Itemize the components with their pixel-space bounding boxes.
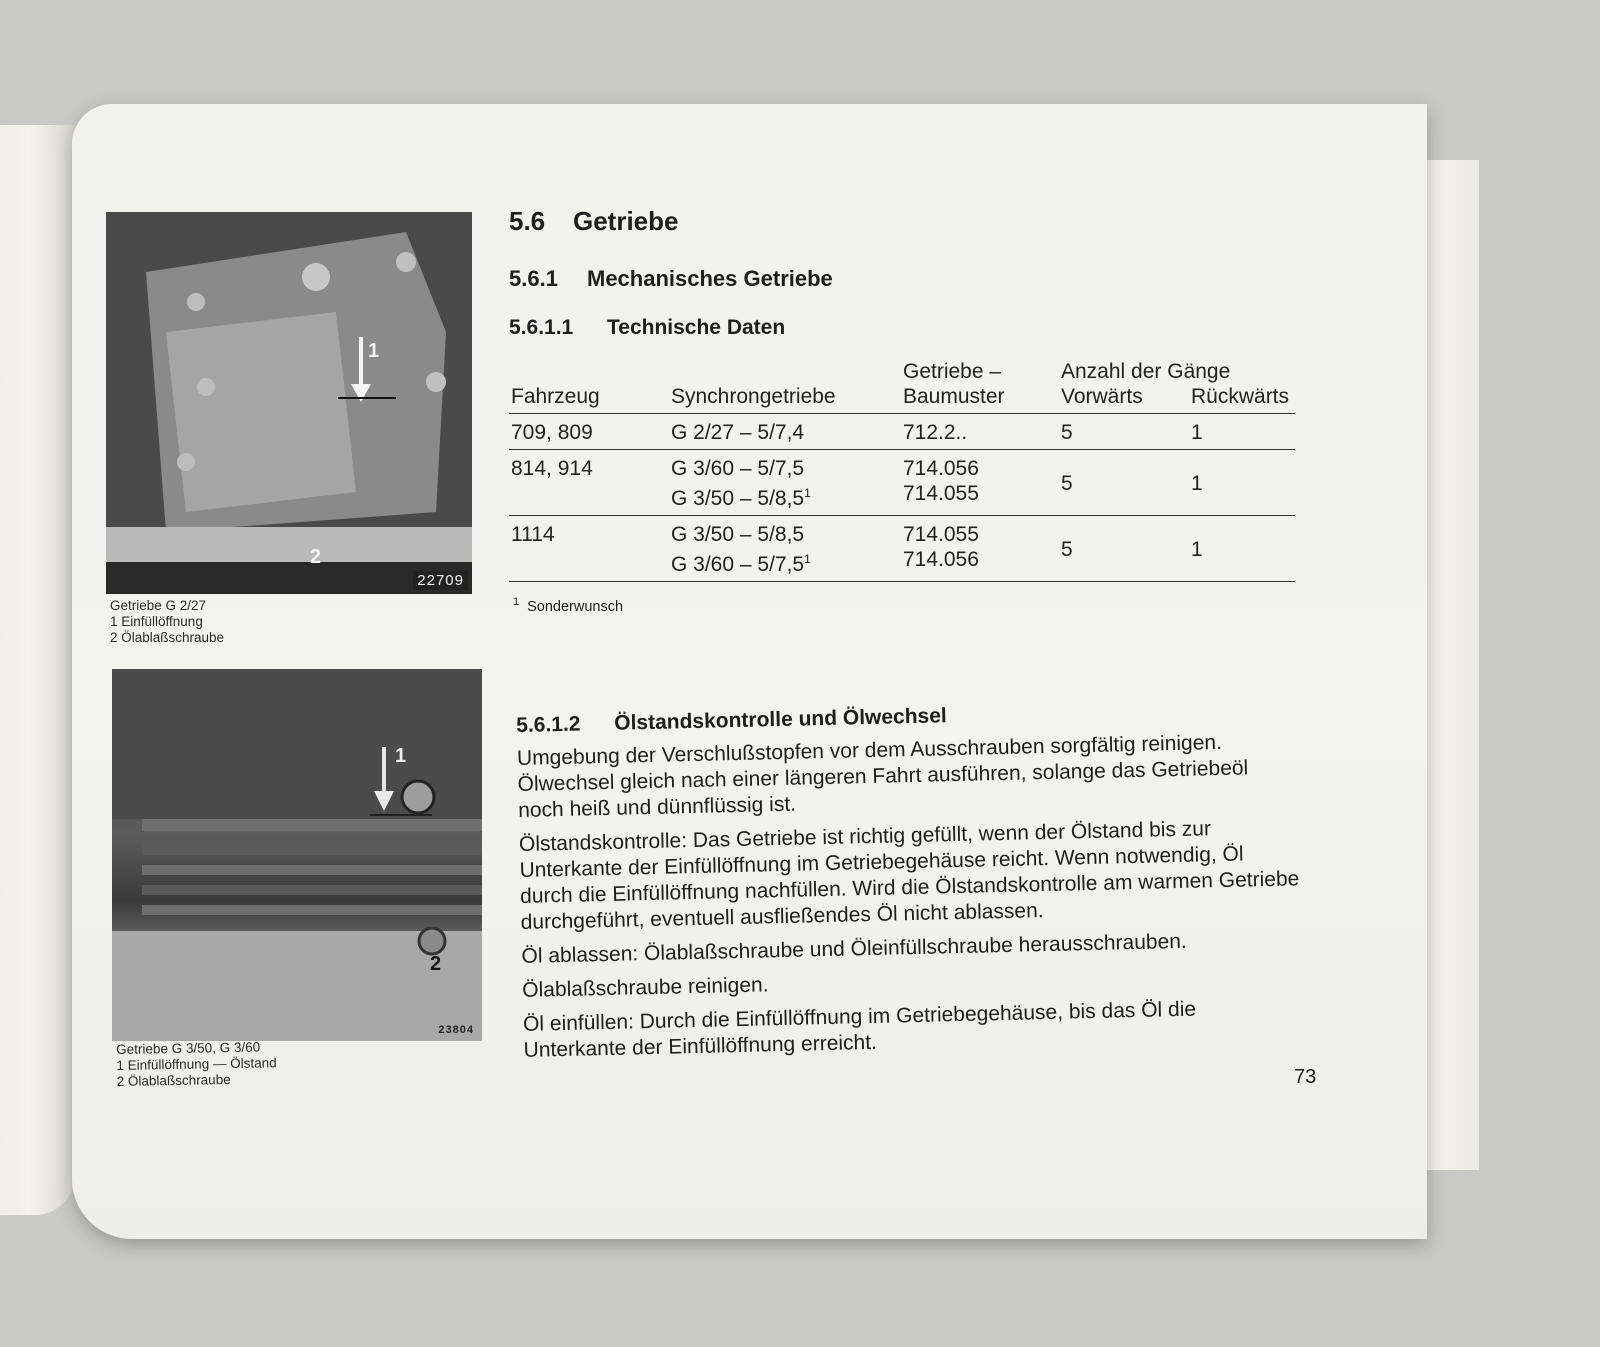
- cell-model: [901, 414, 1059, 450]
- figure-code: 23804: [438, 1024, 474, 1036]
- model-line: 714.055: [903, 482, 979, 505]
- subsubsection-heading: [509, 316, 785, 340]
- oil-check-section: [516, 696, 1304, 1072]
- cell-vehicle: 1114: [511, 523, 555, 546]
- figure2-caption: [116, 1039, 277, 1090]
- manual-page: [72, 104, 1427, 1239]
- paragraph: Ölstandskontrolle: Das Getriebe ist richtig gefüllt, wenn der Ölstand bis zur Unterkante der Einfüllöffnung im Getriebegehäuse reicht. Wenn notwendig, Öl durch die Einfüllöffnung nachfüllen. Wird die Ölstandskontrolle am warmen Getriebe durchgeführt, eventuell ausfließendes Öl nicht ablassen.: [518, 817, 1300, 934]
- figure-marker-1: 1: [395, 745, 407, 767]
- cell-reverse: 1: [1191, 421, 1203, 444]
- cell-forward: 5: [1061, 421, 1073, 444]
- model-line: 714.055: [903, 523, 979, 546]
- cell-sync: [669, 414, 901, 450]
- model-line: 712.2..: [903, 421, 968, 444]
- cell-reverse: 1: [1191, 472, 1203, 495]
- oil-section-title: Ölstandskontrolle und Ölwechsel: [613, 704, 947, 735]
- subsection-heading: [509, 266, 833, 292]
- subsubsection-number: 5.6.1.1: [509, 316, 574, 339]
- gearbox-illustration: [106, 212, 472, 594]
- header-model-line2: Baumuster: [903, 385, 1005, 408]
- table-row: [509, 414, 1295, 450]
- paragraph: Ölablaßschraube reinigen.: [522, 973, 769, 1002]
- gearbox-photo-g227: [106, 212, 472, 594]
- header-model: [901, 359, 1059, 414]
- figure1-caption: [110, 598, 224, 646]
- header-model-line1: Getriebe –: [903, 360, 1002, 383]
- cell-sync: [669, 516, 901, 582]
- table-row: [509, 516, 1295, 582]
- model-line: 714.056: [903, 457, 979, 480]
- sync-line-footnoted: [671, 547, 901, 577]
- table-footnote: [513, 596, 623, 615]
- cell-model: [901, 450, 1059, 516]
- cell-vehicle: 814, 914: [511, 457, 593, 480]
- header-sync: Synchrongetriebe: [671, 385, 836, 408]
- section-title: Getriebe: [573, 206, 679, 236]
- oil-section-number: 5.6.1.2: [516, 712, 581, 737]
- header-reverse: Rückwärts: [1191, 385, 1290, 408]
- oil-pan-illustration: [112, 669, 482, 1041]
- cell-reverse: 1: [1191, 538, 1203, 561]
- page-number: 73: [1294, 1066, 1317, 1088]
- paragraph: Öl einfüllen: Durch die Einfüllöffnung im Getriebegehäuse, bis das Öl die Unterkante der Einfüllöffnung erreicht.: [522, 997, 1197, 1062]
- table-row: [509, 450, 1295, 516]
- cell-vehicle: 709, 809: [511, 421, 593, 444]
- header-gears-title: Anzahl der Gänge: [1061, 360, 1231, 383]
- sync-line: G 3/60 – 5/7,5: [671, 457, 805, 480]
- footnote-mark: 1: [513, 596, 520, 608]
- sync-line: G 3/50 – 5/8,5: [671, 523, 805, 546]
- technical-data-table: [509, 359, 1295, 582]
- caption-item: 2 Ölablaßschraube: [110, 630, 225, 645]
- subsubsection-title: Technische Daten: [607, 316, 786, 339]
- caption-item: 2 Ölablaßschraube: [116, 1072, 231, 1089]
- caption-item: 1 Einfüllöffnung: [110, 614, 203, 629]
- paragraph: Umgebung der Verschlußstopfen vor dem Ausschrauben sorgfältig reinigen. Ölwechsel gleich nach einer längeren Fahrt ausführen, solange das Getriebeöl noch heiß und dünnflüssig ist.: [516, 730, 1249, 822]
- section-number: 5.6: [509, 206, 546, 236]
- figure-marker-2: 2: [430, 953, 442, 975]
- sync-text: G 3/60 – 5/7,5: [671, 553, 805, 576]
- cell-model: [901, 516, 1059, 582]
- sync-text: G 3/50 – 5/8,5: [671, 487, 805, 510]
- figure-code: 22709: [413, 571, 468, 590]
- footnote-ref: 1: [804, 552, 811, 566]
- caption-title: Getriebe G 3/50, G 3/60: [116, 1039, 261, 1057]
- gearbox-photo-g350-g360: [112, 669, 482, 1041]
- footnote-text: Sonderwunsch: [527, 598, 624, 615]
- sync-line-footnoted: [671, 481, 901, 511]
- header-forward: Vorwärts: [1061, 385, 1143, 408]
- cell-sync: [669, 450, 901, 516]
- previous-page-edge: [0, 125, 75, 1215]
- paragraph: Öl ablassen: Ölablaßschraube und Öleinfüllschraube herausschrauben.: [521, 929, 1187, 968]
- section-heading: [509, 206, 679, 237]
- figure-marker-2: 2: [310, 546, 322, 568]
- cell-forward: 5: [1061, 472, 1073, 495]
- subsection-title: Mechanisches Getriebe: [587, 266, 833, 291]
- header-gears: [1059, 359, 1295, 414]
- model-line: 714.056: [903, 548, 979, 571]
- figure-marker-1: 1: [368, 340, 380, 362]
- header-gears-sub: [1061, 384, 1295, 409]
- footnote-ref: 1: [804, 486, 811, 500]
- sync-line: G 2/27 – 5/7,4: [671, 421, 805, 444]
- caption-title: Getriebe G 2/27: [110, 598, 207, 613]
- header-vehicle: Fahrzeug: [511, 385, 600, 408]
- cell-forward: 5: [1061, 538, 1073, 561]
- subsection-number: 5.6.1: [509, 266, 558, 291]
- caption-item: 1 Einfüllöffnung — Ölstand: [116, 1055, 277, 1073]
